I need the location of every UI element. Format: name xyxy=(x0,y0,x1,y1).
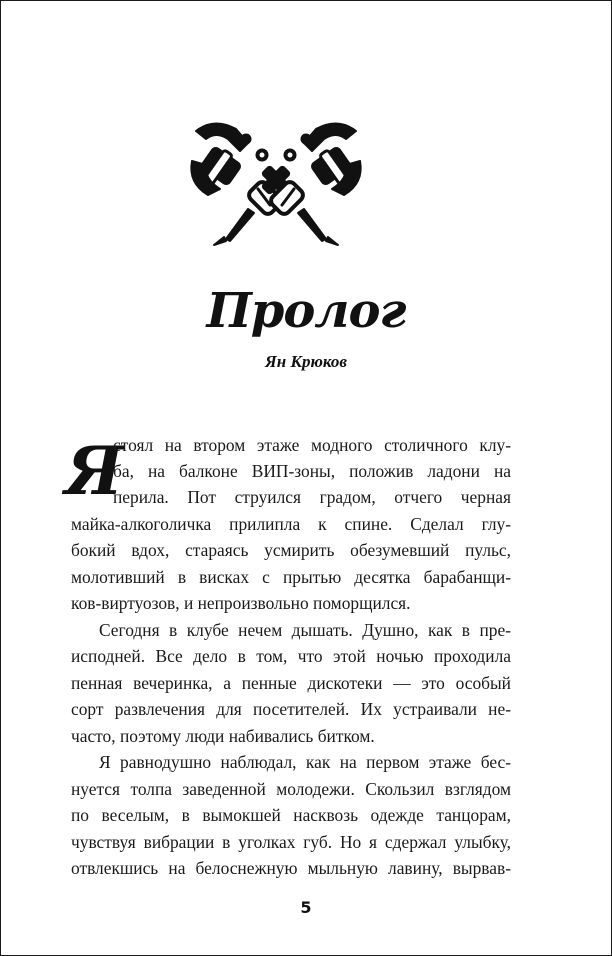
text-line: по веселым, в вымокшей насквозь одежде танцорам, xyxy=(71,805,511,825)
text-line: пенная вечеринка, а пенные дискотеки — это особый xyxy=(71,673,511,693)
crossed-tattoo-machines-icon xyxy=(184,113,368,247)
chapter-author: Ян Крюков xyxy=(265,352,347,371)
text-line: ба, на балконе ВИП-зоны, положив ладони на xyxy=(113,461,511,481)
text-line: сорт развлечения для посетителей. Их устраивали не- xyxy=(71,699,511,719)
text-line: стоял на втором этаже модного столичного клу- xyxy=(113,435,511,455)
text-line: Я равнодушно наблюдал, как на первом этаже бес- xyxy=(99,752,511,772)
text-line: нуется толпа заведенной молодежи. Скользил взглядом xyxy=(71,779,511,799)
text-line: майка-алкоголичка прилипла к спине. Сделал глу- xyxy=(71,514,511,534)
chapter-title: Пролог xyxy=(206,283,406,339)
text-line: перила. Пот струился градом, отчего черная xyxy=(113,487,511,507)
text-line: исподней. Все дело в том, что этой ночью проходила xyxy=(71,646,511,666)
text-line: чувствуя вибрации в уголках губ. Но я сдержал улыбку, xyxy=(71,832,511,852)
text-line: ков-виртуозов, и непроизвольно поморщился. xyxy=(71,593,411,613)
text-line: Сегодня в клубе нечем дышать. Душно, как в пре- xyxy=(99,620,511,640)
text-line: отвлекшись на белоснежную мыльную лавину, вырвав- xyxy=(71,858,511,878)
drop-cap: Я xyxy=(65,432,124,510)
page-number: 5 xyxy=(300,898,312,917)
text-line: часто, поэтому люди набивались битком. xyxy=(71,726,375,746)
text-line: молотивший в висках с прытью десятка барабанщи- xyxy=(71,567,511,587)
text-line: бокий вдох, стараясь усмирить обезумевший пульс, xyxy=(71,540,511,560)
